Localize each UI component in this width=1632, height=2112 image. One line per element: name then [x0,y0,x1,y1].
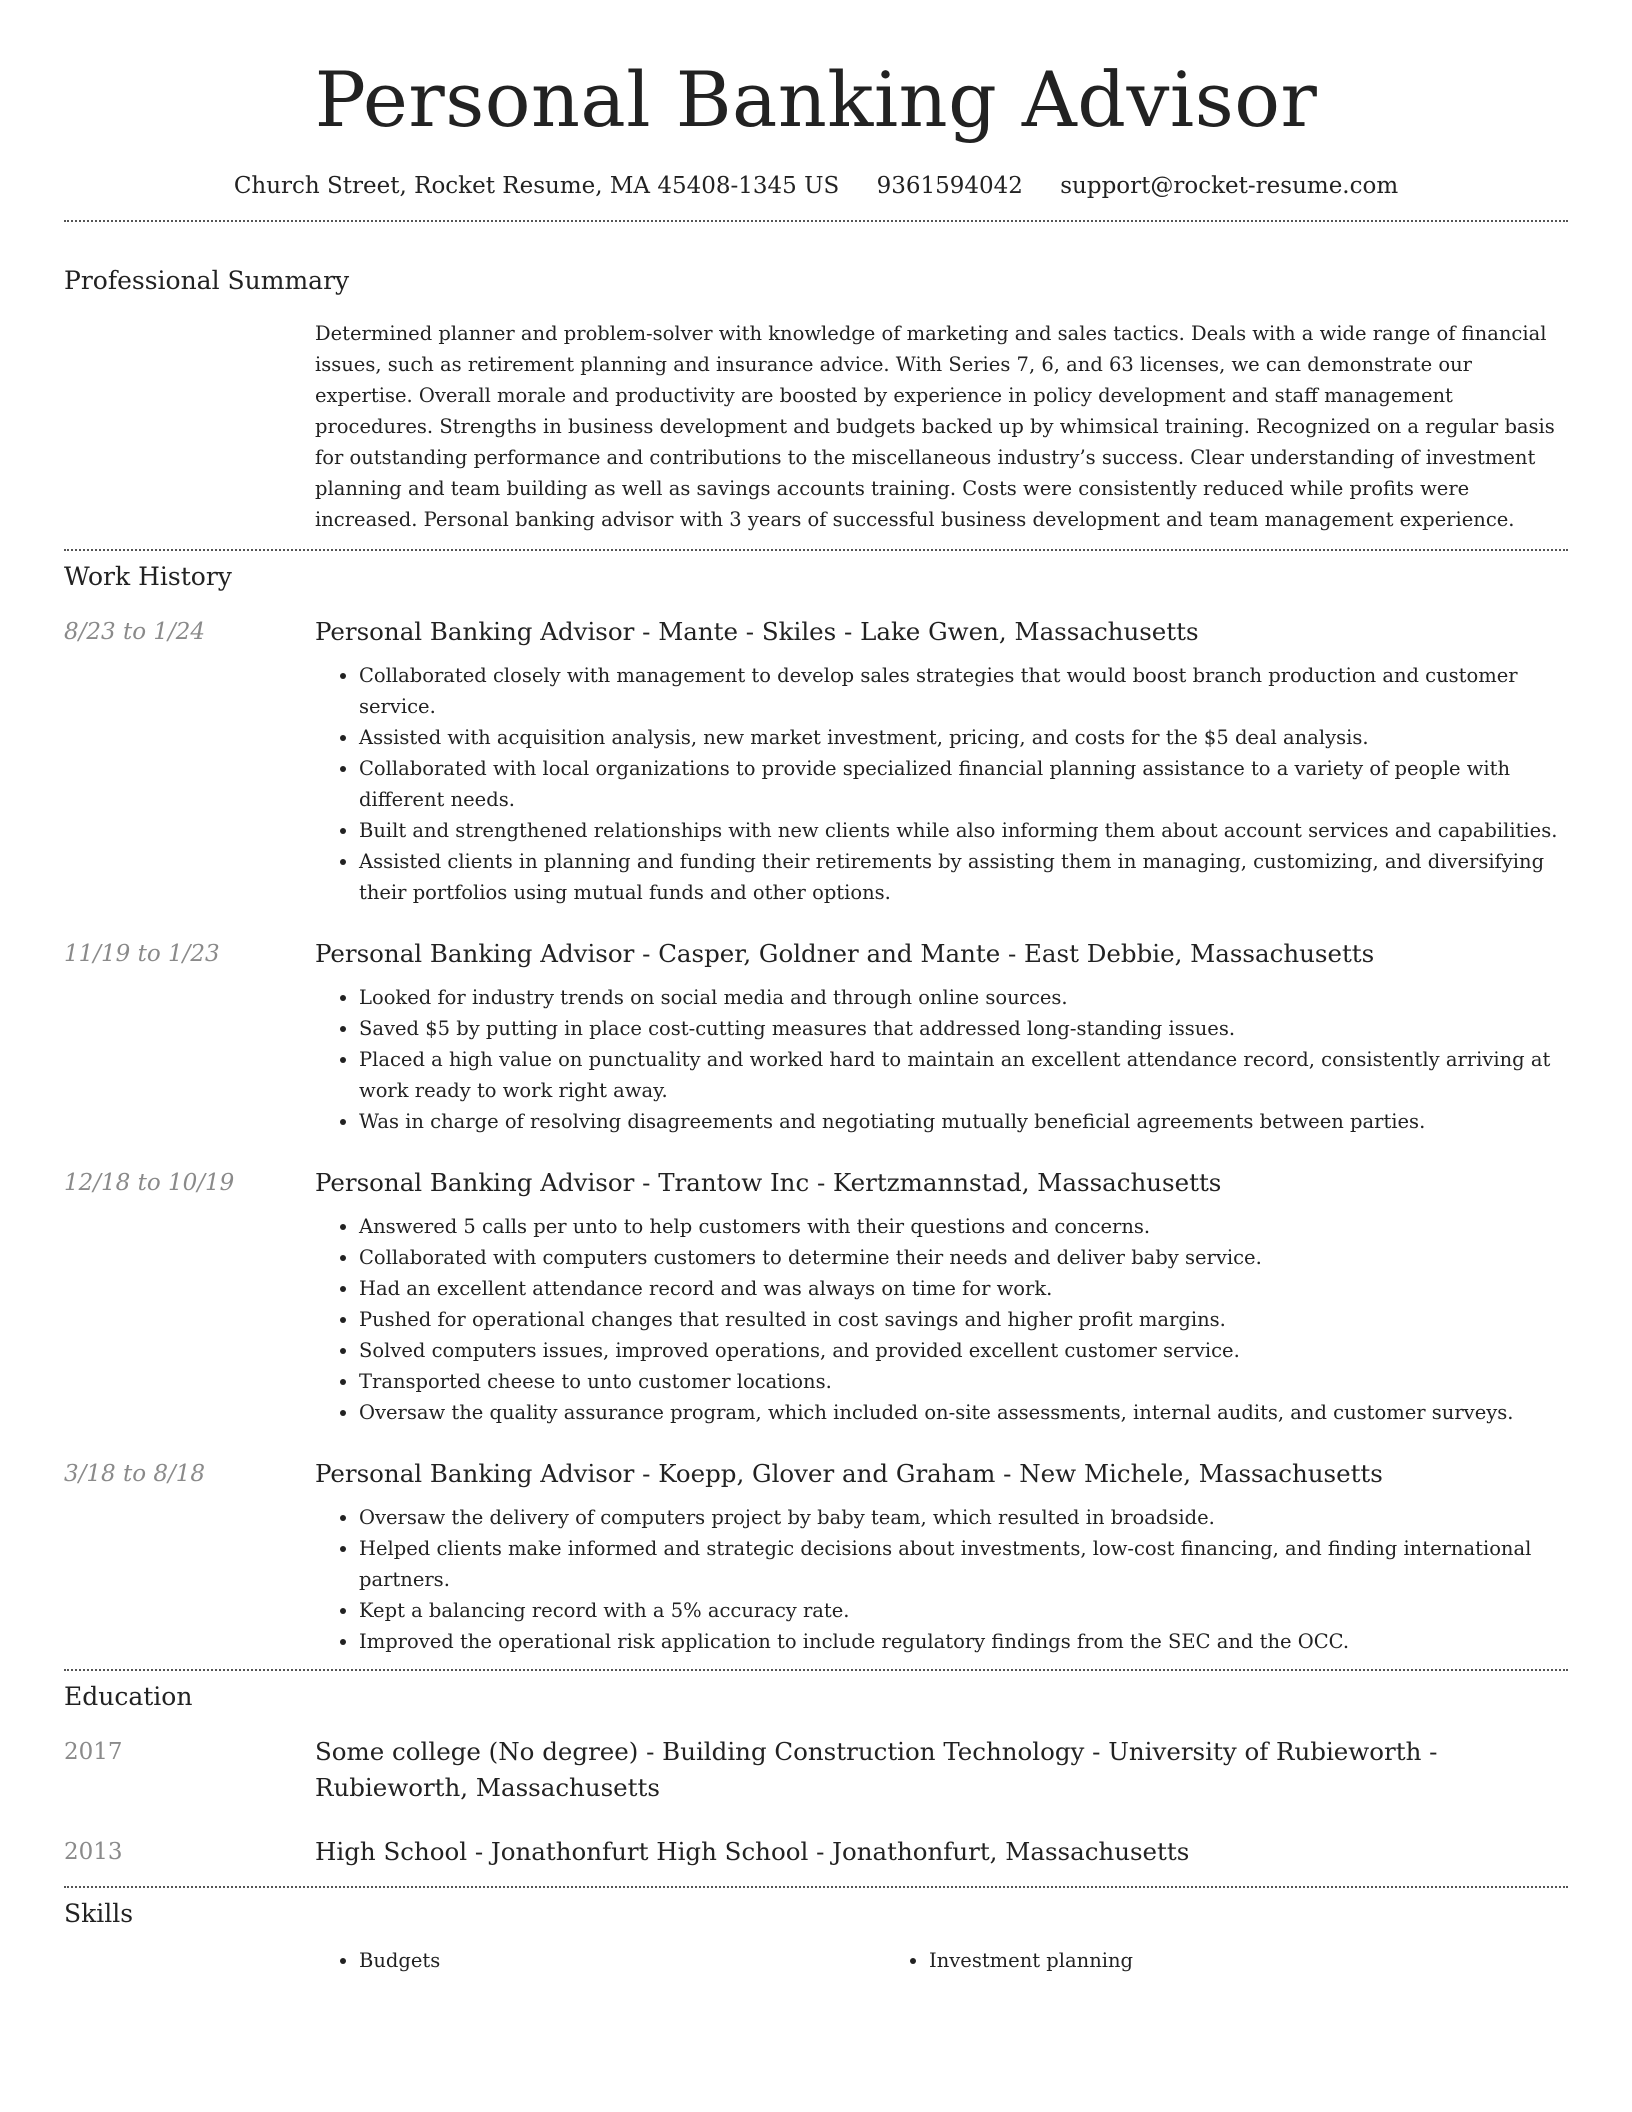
list-item: • Oversaw the delivery of computers project by baby team, which resulted in broadside. [359,1502,1568,1533]
list-item: • Had an excellent attendance record and was always on time for work. [359,1273,1568,1304]
education-text: High School - Jonathonfurt High School - Jonathonfurt, Massachusetts [315,1837,1190,1866]
work-body [315,936,1568,1137]
skills-list [315,1945,1568,1976]
work-date: 3/18 to 8/18 [64,1461,206,1487]
job-bullets [315,1211,1568,1428]
education-body [315,1834,1568,1870]
job-title: Personal Banking Advisor - Mante - Skiles - Lake Gwen, Massachusetts [315,617,1199,646]
list-item: • Collaborated with computers customers to determine their needs and deliver baby service. [359,1242,1568,1273]
list-item: • Collaborated with local organizations to provide specialized financial planning assistance to a variety of people with different needs. [359,753,1568,815]
summary-section-title: Professional Summary [64,266,350,295]
section-divider [64,220,1568,222]
skills-section-title: Skills [64,1899,134,1928]
education-body [315,1734,1568,1806]
list-item: • Was in charge of resolving disagreements and negotiating mutually beneficial agreements between parties. [359,1106,1568,1137]
job-title: Personal Banking Advisor - Casper, Goldner and Mante - East Debbie, Massachusetts [315,939,1375,968]
list-item: • Budgets [359,1945,885,1976]
list-item: • Kept a balancing record with a 5% accuracy rate. [359,1595,1568,1626]
job-bullets [315,660,1568,908]
list-item: • Pushed for operational changes that resulted in cost savings and higher profit margins. [359,1304,1568,1335]
list-item: • Placed a high value on punctuality and worked hard to maintain an excellent attendance record, consistently arriving at work ready to work right away. [359,1044,1568,1106]
list-item: • Helped clients make informed and strategic decisions about investments, low-cost financing, and finding international partners. [359,1533,1568,1595]
work-entry [64,1456,1568,1669]
list-item: • Collaborated closely with management to develop sales strategies that would boost branch production and customer service. [359,660,1568,722]
job-title: Personal Banking Advisor - Trantow Inc - Kertzmannstad, Massachusetts [315,1168,1222,1197]
work-section-title: Work History [64,562,232,591]
work-body [315,614,1568,908]
list-item: • Investment planning [929,1945,1455,1976]
list-item: • Saved $5 by putting in place cost-cutting measures that addressed long-standing issues. [359,1013,1568,1044]
section-divider [64,1886,1568,1888]
email-text: support@rocket-resume.com [1060,173,1399,199]
candidate-name: Personal Banking Advisor [314,55,1318,144]
list-item: • Oversaw the quality assurance program, which included on-site assessments, internal audits, and customer surveys. [359,1397,1568,1428]
list-item: • Looked for industry trends on social media and through online sources. [359,982,1568,1013]
work-entry [64,1165,1568,1428]
work-entry [64,936,1568,1137]
work-body [315,1165,1568,1428]
phone-text: 9361594042 [876,173,1023,199]
job-bullets [315,1502,1568,1657]
summary-paragraph: Determined planner and problem-solver with knowledge of marketing and sales tactics. Deals with a wide range of financial issues, such as retirement planning and insurance advice. With Series 7, 6, and 63 licenses, we can demonstrate our expertise. Overall morale and productivity are boosted by experience in policy development and staff management procedures. Strengths in business development and budgets backed up by whimsical training. Recognized on a regular basis for outstanding performance and contributions to the miscellaneous industry’s success. Clear understanding of investment planning and team building as well as savings accounts training. Costs were consistently reduced while profits were increased. Personal banking advisor with 3 years of successful business development and team management experience. [315,322,1555,531]
education-section-title: Education [64,1682,193,1711]
list-item: • Solved computers issues, improved operations, and provided excellent customer service. [359,1335,1568,1366]
list-item: • Answered 5 calls per unto to help customers with their questions and concerns. [359,1211,1568,1242]
resume-header [64,0,1568,202]
education-date: 2017 [64,1739,123,1765]
education-text: Some college (No degree) - Building Construction Technology - University of Rubieworth - Rubieworth, Massachusetts [315,1737,1438,1802]
work-date: 12/18 to 10/19 [64,1170,235,1196]
work-entry [64,614,1568,908]
education-entry [64,1834,1568,1886]
list-item: • Assisted clients in planning and funding their retirements by assisting them in managing, customizing, and diversifying their portfolios using mutual funds and other options. [359,846,1568,908]
education-entry [64,1734,1568,1806]
section-divider [64,1669,1568,1671]
contact-line [64,170,1568,202]
skills-column-right [885,1945,1455,1976]
list-item: • Improved the operational risk application to include regulatory findings from the SEC and the OCC. [359,1626,1568,1657]
list-item: • Transported cheese to unto customer locations. [359,1366,1568,1397]
list-item: • Built and strengthened relationships with new clients while also informing them about account services and capabilities. [359,815,1568,846]
list-item: • Assisted with acquisition analysis, new market investment, pricing, and costs for the $5 deal analysis. [359,722,1568,753]
work-body [315,1456,1568,1669]
work-date: 11/19 to 1/23 [64,941,220,967]
address-text: Church Street, Rocket Resume, MA 45408-1345 US [233,173,840,199]
skills-column-left [315,1945,885,1976]
work-date: 8/23 to 1/24 [64,619,206,645]
education-date: 2013 [64,1839,123,1865]
section-divider [64,549,1568,551]
job-title: Personal Banking Advisor - Koepp, Glover and Graham - New Michele, Massachusetts [315,1459,1383,1488]
job-bullets [315,982,1568,1137]
